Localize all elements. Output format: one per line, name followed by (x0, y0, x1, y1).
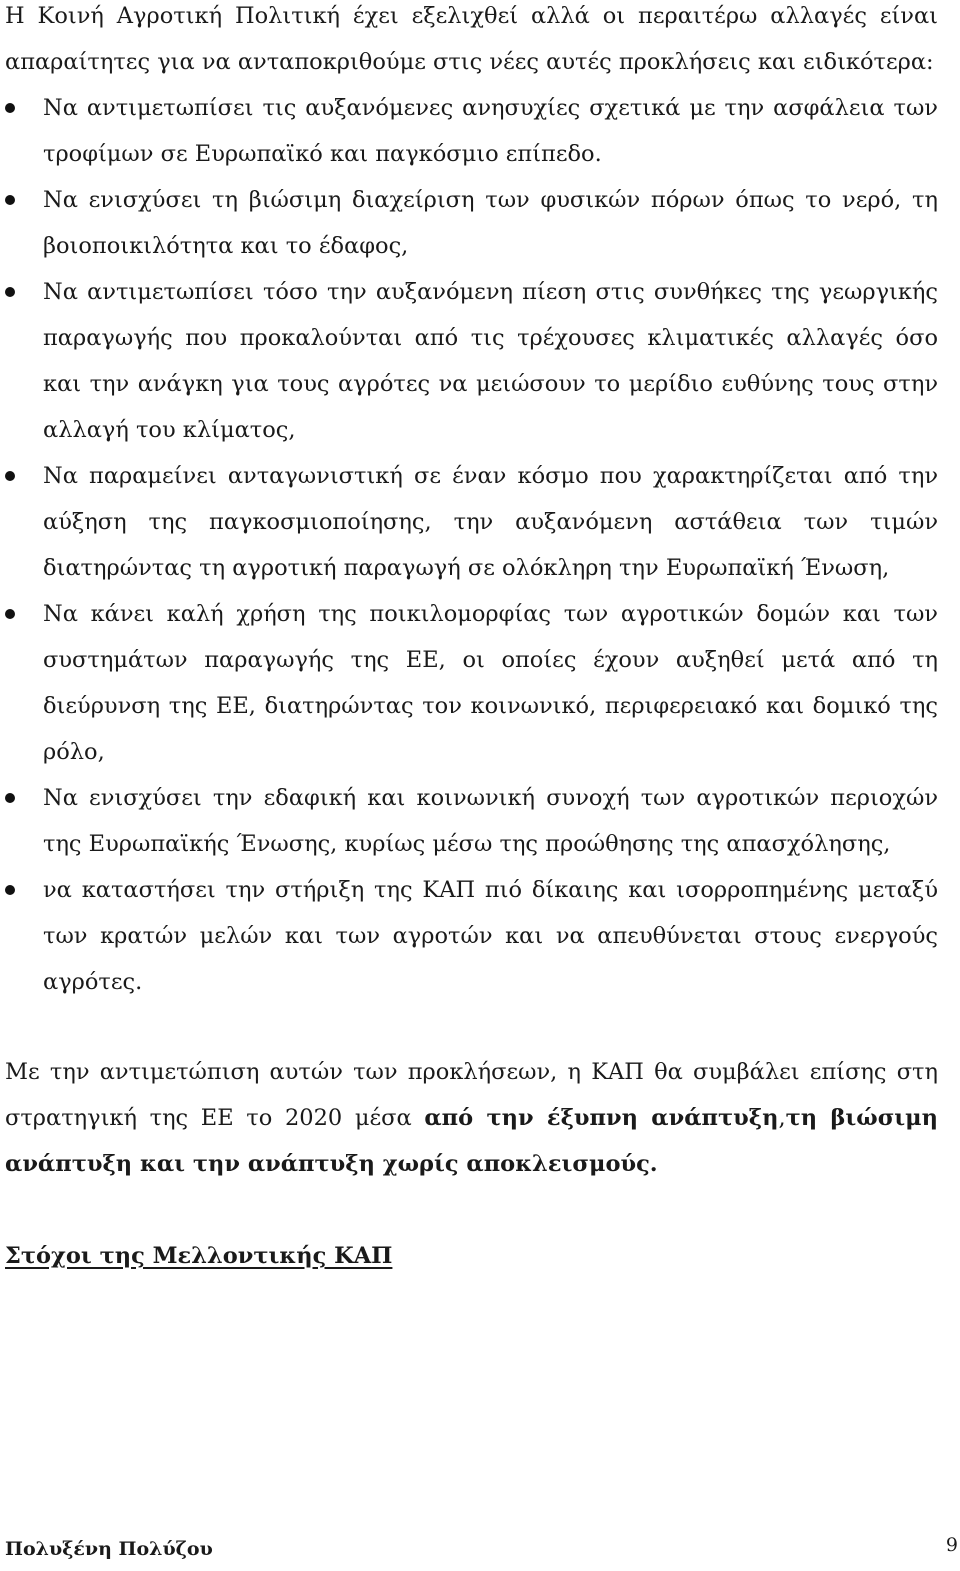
list-item (5, 453, 938, 591)
intro-paragraph: Η Κοινή Αγροτική Πολιτική έχει εξελιχθεί αλλά οι περαιτέρω αλλαγές είναι απαραίτητες για να ανταποκριθούμε στις νέες αυτές προκλήσεις και ειδικότερα: (5, 3, 938, 75)
list-item-text: Να αντιμετωπίσει τις αυξανόμενες ανησυχίες σχετικά με την ασφάλεια των τροφίμων σε Ευρωπαϊκό και παγκόσμιο επίπεδο. (43, 95, 938, 167)
conclusion-bold-smart-growth: από την έξυπνη ανάπτυξη (424, 1105, 779, 1131)
page-footer (0, 1534, 960, 1568)
list-item-text: να καταστήσει την στήριξη της ΚΑΠ πιό δίκαιης και ισορροπημένης μεταξύ των κρατών μελών και των αγροτών και να απευθύνεται στους ενεργούς αγρότες. (43, 877, 938, 995)
challenges-list (5, 85, 938, 1005)
section-heading: Στόχοι της Μελλοντικής ΚΑΠ (5, 1243, 393, 1269)
list-item-text: Να αντιμετωπίσει τόσο την αυξανόμενη πίεση στις συνθήκες της γεωργικής παραγωγής που προκαλούνται από τις τρέχουσες κλιματικές αλλαγές όσο και την ανάγκη για τους αγρότες να μειώσουν το μερίδιο ευθύνης τους στην αλλαγή του κλίματος, (43, 279, 938, 443)
list-item-text: Να ενισχύσει τη βιώσιμη διαχείριση των φυσικών πόρων όπως το νερό, τη βοιοποικιλότητα και το έδαφος, (43, 187, 938, 259)
conclusion-separator: , (778, 1105, 786, 1131)
footer-author: Πολυξένη Πολύζου (5, 1538, 213, 1560)
conclusion-paragraph (5, 1049, 938, 1187)
bullet-icon (5, 103, 15, 113)
conclusion-text: Με την αντιμετώπιση αυτών των προκλήσεων, η ΚΑΠ θα συμβάλει επίσης στη στρατηγική της ΕΕ το 2020 μέσα (5, 1059, 938, 1131)
list-item-text: Να παραμείνει ανταγωνιστική σε έναν κόσμο που χαρακτηρίζεται από την αύξηση της παγκοσμιοποίησης, την αυξανόμενη αστάθεια των τιμών διατηρώντας τη αγροτική παραγωγή σε ολόκληρη την Ευρωπαϊκή Ένωση, (43, 463, 938, 581)
page-number: 9 (945, 1534, 958, 1556)
list-item-text: Να ενισχύσει την εδαφική και κοινωνική συνοχή των αγροτικών περιοχών της Ευρωπαϊκής Ένωσης, κυρίως μέσω της προώθησης της απασχόλησης, (43, 785, 938, 857)
list-item (5, 591, 938, 775)
list-item (5, 177, 938, 269)
bullet-icon (5, 793, 15, 803)
list-item-text: Να κάνει καλή χρήση της ποικιλομορφίας των αγροτικών δομών και των συστημάτων παραγωγής της ΕΕ, οι οποίες έχουν αυξηθεί μετά από τη διεύρυνση της ΕΕ, διατηρώντας τον κοινωνικό, περιφερειακό και δομικό της ρόλο, (43, 601, 938, 765)
list-item (5, 85, 938, 177)
bullet-icon (5, 885, 15, 895)
bullet-icon (5, 609, 15, 619)
document-page (5, 0, 938, 1279)
list-item (5, 775, 938, 867)
list-item (5, 269, 938, 453)
conclusion-bold-sustainable-inclusive: τη βιώσιμη ανάπτυξη και την ανάπτυξη χωρίς αποκλεισμούς. (5, 1105, 938, 1177)
bullet-icon (5, 287, 15, 297)
bullet-icon (5, 471, 15, 481)
list-item (5, 867, 938, 1005)
bullet-icon (5, 195, 15, 205)
